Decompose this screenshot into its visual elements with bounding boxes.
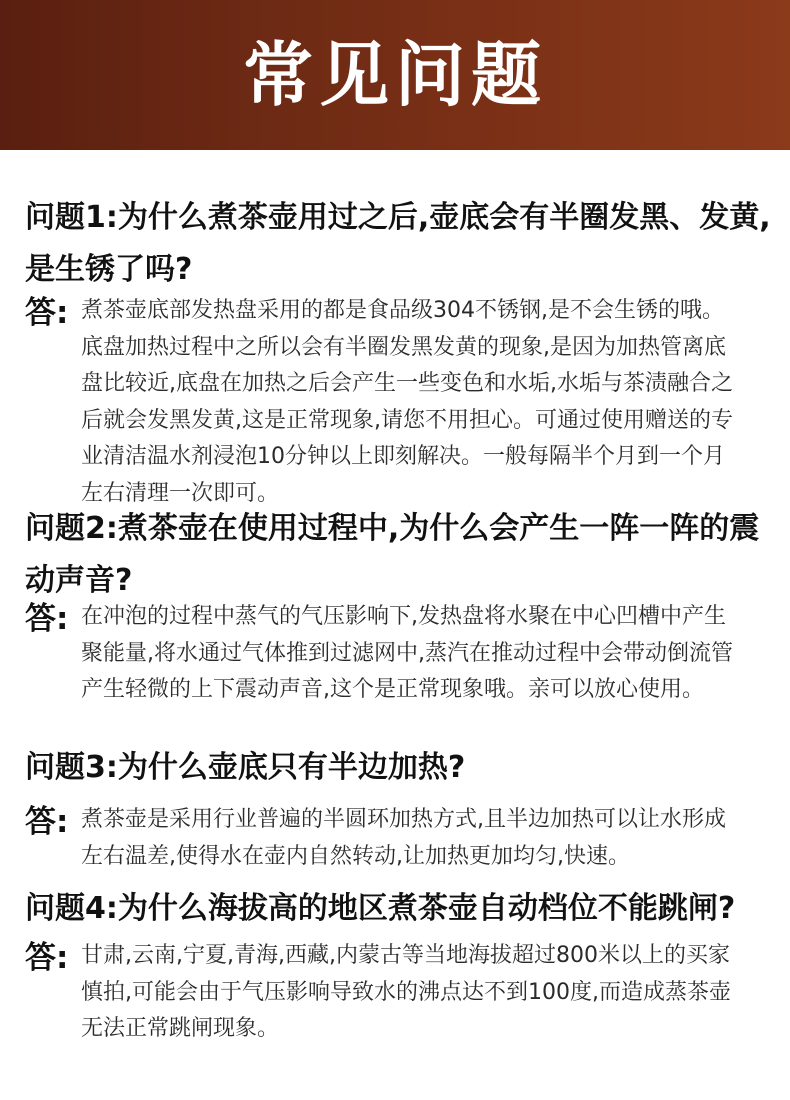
page-title: 常见问题 xyxy=(243,34,547,116)
header-banner xyxy=(0,0,790,150)
answer-label: 答: xyxy=(25,295,69,331)
answer-text: 煮茶壶底部发热盘采用的都是食品级304不锈钢,是不会生锈的哦。底盘加热过程中之所以会有半圈发黑发黄的现象,是因为加热管离底盘比较近,底盘在加热之后会产生一些变色和水垢,水垢与茶渍融合之后就会发黑发黄,这是正常现象,请您不用担心。可通过使用赠送的专业清洁温水剂浸泡10分钟以上即刻解决。一般每隔半个月到一个月左右清理一次即可。 xyxy=(81,298,733,506)
faq-question-2: 问题2:煮茶壶在使用过程中,为什么会产生一阵一阵的震动声音? xyxy=(25,511,760,598)
faq-question-4: 问题4:为什么海拔高的地区煮茶壶自动档位不能跳闸? xyxy=(25,891,736,926)
answer-label: 答: xyxy=(25,601,69,637)
answer-text: 煮茶壶是采用行业普遍的半圆环加热方式,且半边加热可以让水形成左右温差,使得水在壶内自然转动,让加热更加均匀,快速。 xyxy=(81,807,726,869)
answer-label: 答: xyxy=(25,804,69,840)
answer-text: 甘肃,云南,宁夏,青海,西藏,内蒙古等当地海拔超过800米以上的买家慎拍,可能会由于气压影响导致水的沸点达不到100度,而造成蒸茶壶无法正常跳闸现象。 xyxy=(81,943,731,1041)
answer-label: 答: xyxy=(25,940,69,976)
answer-text: 在冲泡的过程中蒸气的气压影响下,发热盘将水聚在中心凹槽中产生聚能量,将水通过气体推到过滤网中,蒸汽在推动过程中会带动倒流管产生轻微的上下震动声音,这个是正常现象哦。亲可以放心使用。 xyxy=(81,604,733,702)
faq-question-1: 问题1:为什么煮茶壶用过之后,壶底会有半圈发黑、发黄,是生锈了吗? xyxy=(25,200,771,287)
faq-question-3: 问题3:为什么壶底只有半边加热? xyxy=(25,750,466,785)
